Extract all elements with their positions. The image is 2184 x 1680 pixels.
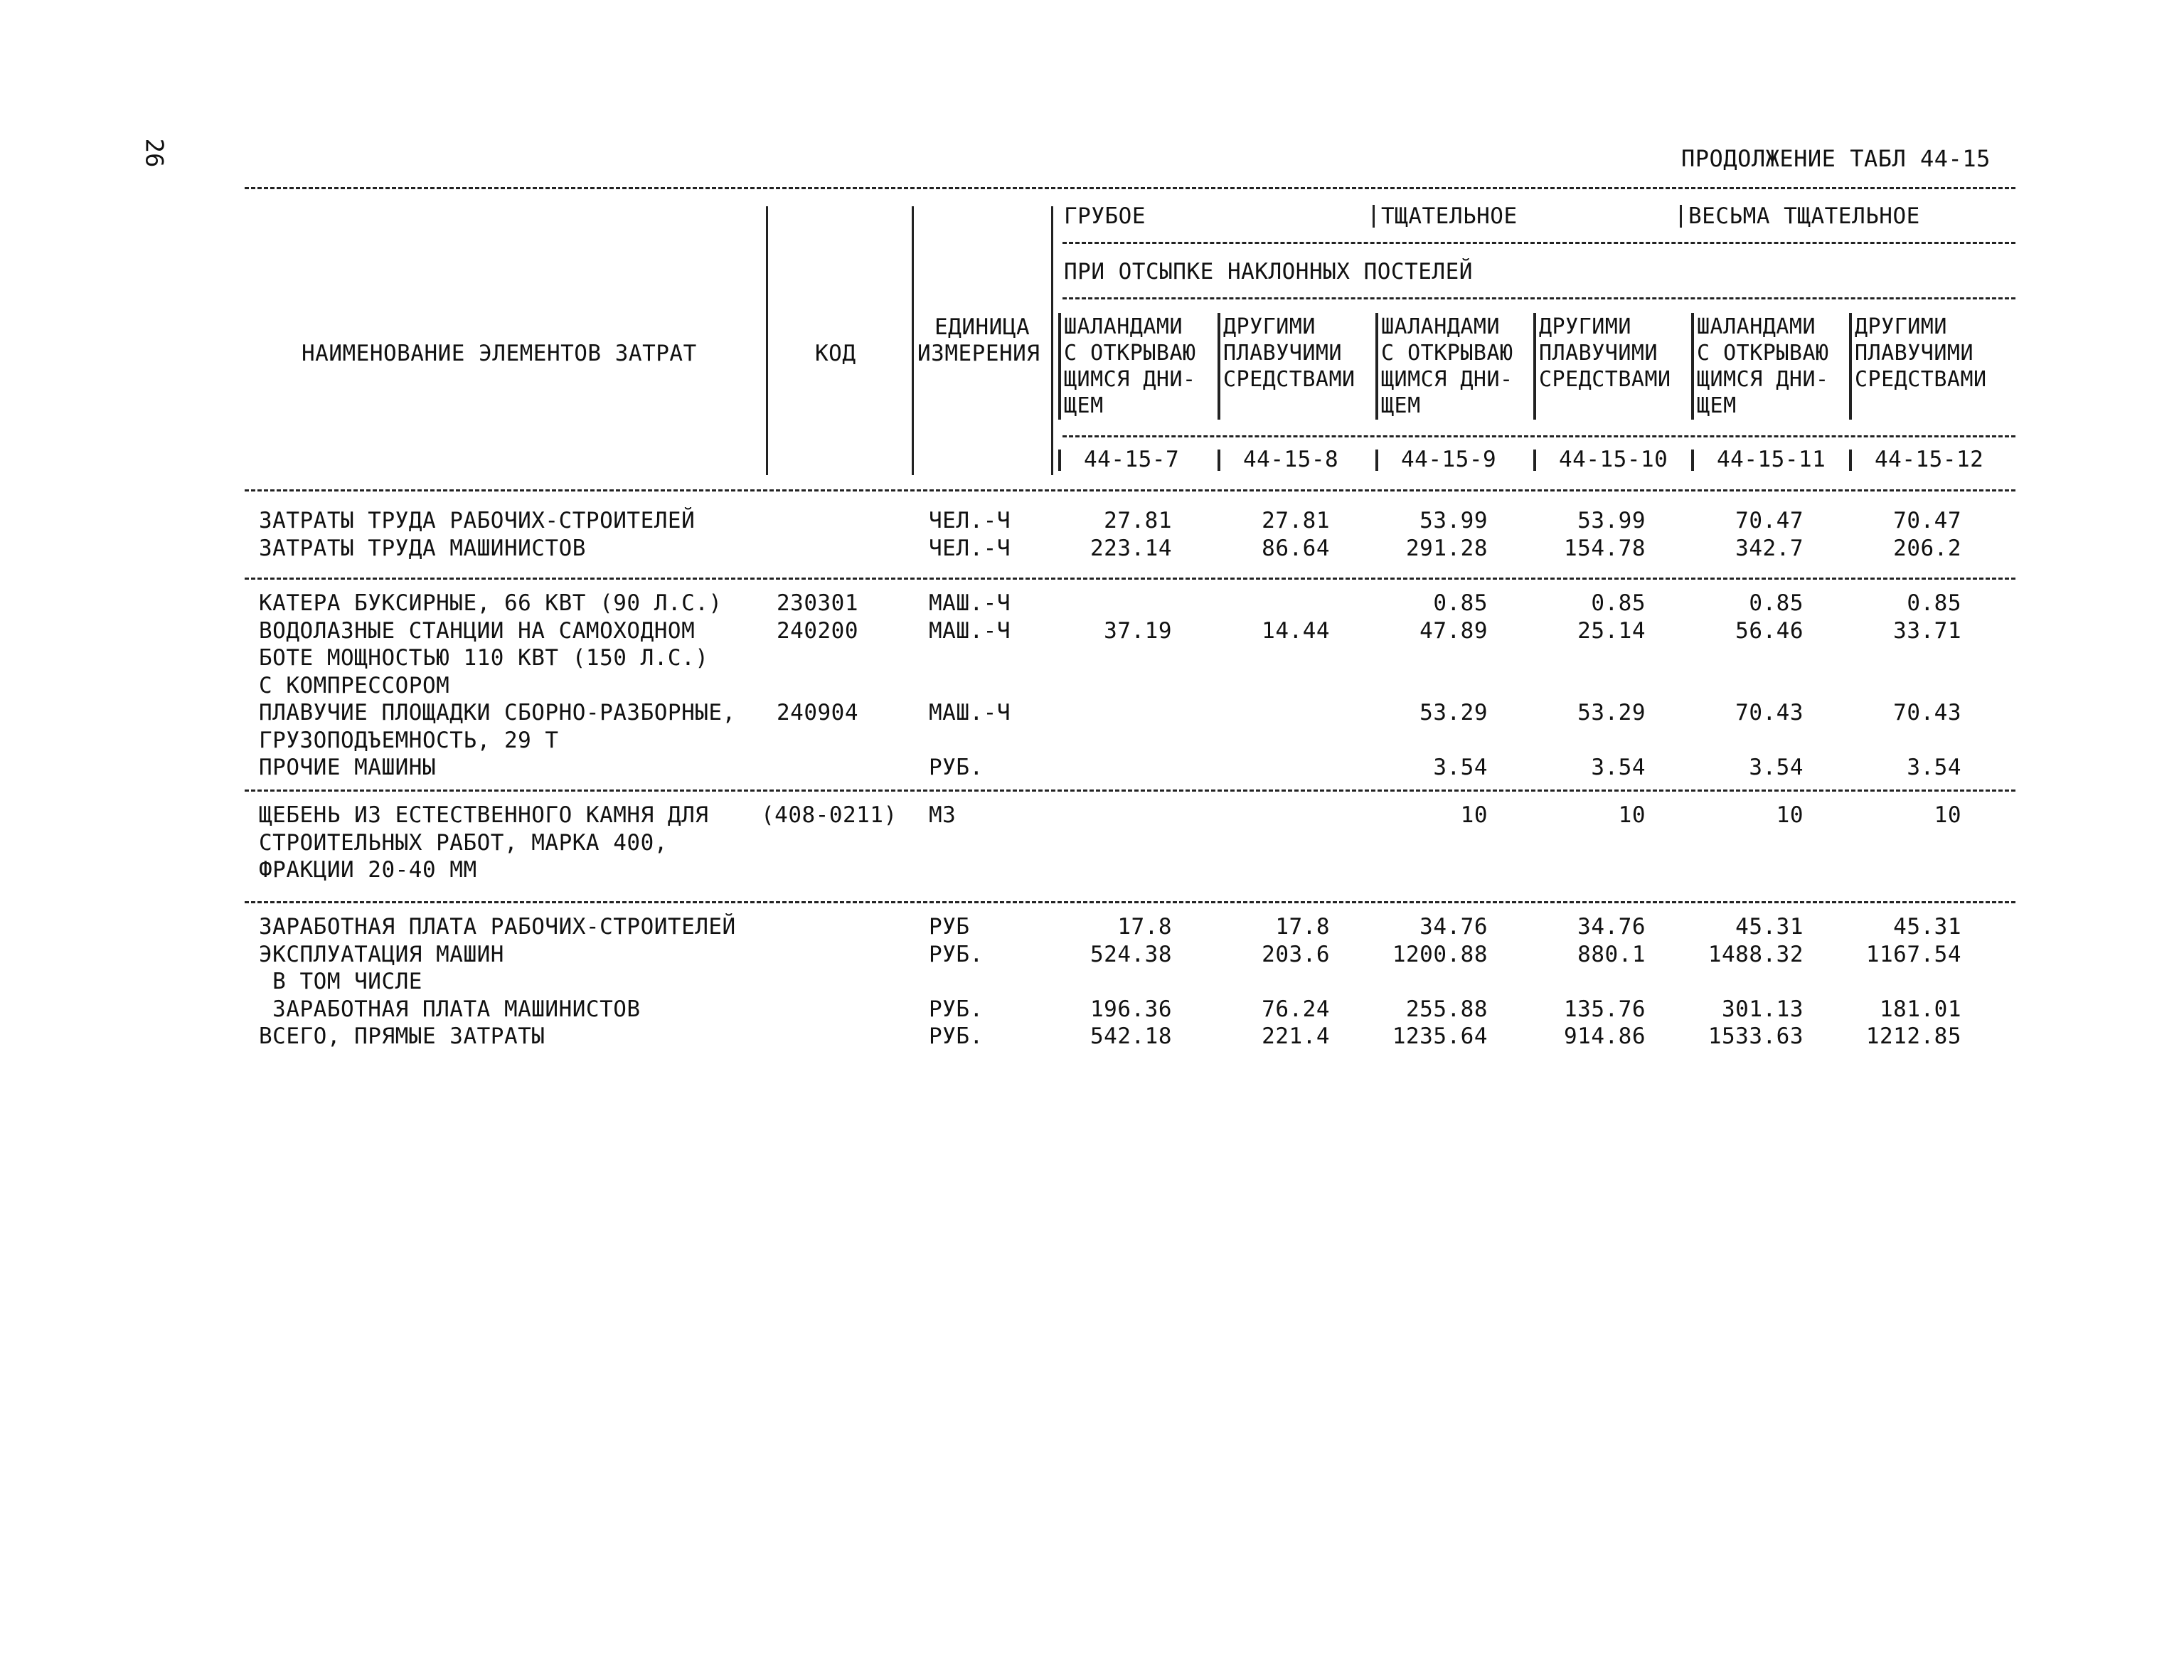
- cell-value: 70.43: [1893, 700, 1961, 725]
- cell-value: 0.85: [1591, 590, 1646, 616]
- cell-value: 70.47: [1893, 508, 1961, 533]
- subcolumn-header-barges: ШАЛАНДАМИ: [1064, 314, 1183, 339]
- cell-value: 45.31: [1893, 914, 1961, 940]
- cell-value: 33.71: [1893, 617, 1961, 644]
- cell-value: 301.13: [1722, 996, 1804, 1022]
- column-separator: [1533, 450, 1536, 471]
- cell-value: 27.81: [1262, 508, 1330, 533]
- cell-value: 53.99: [1419, 508, 1488, 533]
- subcolumn-header-barges: ЩЕМ: [1064, 393, 1104, 418]
- unit-of-measure: РУБ.: [929, 996, 984, 1022]
- subcolumn-header-barges: ЩИМСЯ ДНИ-: [1064, 367, 1196, 392]
- cost-element-name: ВСЕГО, ПРЯМЫЕ ЗАТРАТЫ: [259, 1024, 545, 1049]
- cell-value: 53.29: [1419, 700, 1488, 725]
- cell-value: 1200.88: [1392, 941, 1488, 967]
- cell-value: 203.6: [1262, 941, 1330, 967]
- unit-of-measure: ЧЕЛ.-Ч: [929, 535, 1011, 561]
- column-code: 44-15-9: [1401, 447, 1497, 472]
- cell-value: 1533.63: [1708, 1024, 1804, 1049]
- column-code: 44-15-12: [1875, 447, 1984, 472]
- group-separator: [1373, 205, 1375, 228]
- unit-of-measure: МАШ.-Ч: [929, 617, 1011, 644]
- cell-value: 1212.85: [1865, 1024, 1961, 1049]
- cell-value: 76.24: [1262, 996, 1330, 1022]
- unit-col-separator: [1051, 206, 1053, 475]
- cell-value: 45.31: [1735, 914, 1804, 940]
- unit-of-measure: РУБ: [929, 914, 970, 940]
- cost-element-name: ПРОЧИЕ МАШИНЫ: [259, 755, 437, 780]
- column-code: 44-15-8: [1243, 447, 1339, 472]
- cell-value: 56.46: [1735, 617, 1804, 644]
- unit-of-measure: РУБ.: [929, 755, 984, 780]
- cell-value: 17.8: [1275, 914, 1330, 940]
- table-caption: ПРОДОЛЖЕНИЕ ТАБЛ 44-15: [1681, 145, 1991, 172]
- cost-element-name: ВОДОЛАЗНЫЕ СТАНЦИИ НА САМОХОДНОМ: [259, 617, 696, 644]
- cell-value: 914.86: [1564, 1024, 1646, 1049]
- subcolumn-header-other-craft: ПЛАВУЧИМИ: [1855, 341, 1974, 366]
- cell-value: 47.89: [1419, 617, 1488, 644]
- subcolumn-header-barges: ЩЕМ: [1697, 393, 1737, 418]
- cell-value: 10: [1934, 802, 1961, 828]
- cell-value: 10: [1776, 802, 1804, 828]
- header-rule: [1062, 297, 2015, 299]
- cost-element-name: СТРОИТЕЛЬНЫХ РАБОТ, МАРКА 400,: [259, 829, 668, 856]
- cost-element-name: ПЛАВУЧИЕ ПЛОЩАДКИ СБОРНО-РАЗБОРНЫЕ,: [259, 700, 736, 725]
- cost-element-name: ЩЕБЕНЬ ИЗ ЕСТЕСТВЕННОГО КАМНЯ ДЛЯ: [259, 802, 709, 828]
- cell-value: 10: [1618, 802, 1646, 828]
- subcolumn-header-barges: С ОТКРЫВАЮ: [1381, 341, 1513, 366]
- subcolumn-header-barges: ЩЕМ: [1381, 393, 1421, 418]
- subcolumn-header-barges: ЩИМСЯ ДНИ-: [1381, 367, 1513, 392]
- section-rule: [245, 790, 2015, 792]
- cell-value: 3.54: [1591, 755, 1646, 780]
- subcolumn-header-other-craft: СРЕДСТВАМИ: [1539, 367, 1671, 392]
- code-column-header: КОД: [815, 341, 856, 366]
- cell-value: 135.76: [1564, 996, 1646, 1022]
- unit-of-measure: М3: [929, 802, 957, 828]
- unit-of-measure: МАШ.-Ч: [929, 590, 1011, 616]
- column-separator: [1375, 450, 1378, 471]
- resource-code: 240904: [777, 700, 858, 725]
- cell-value: 3.54: [1433, 755, 1488, 780]
- cost-element-name: ГРУЗОПОДЪЕМНОСТЬ, 29 Т: [259, 727, 559, 753]
- subcolumn-header-other-craft: ДРУГИМИ: [1539, 314, 1631, 339]
- column-separator: [1218, 313, 1220, 420]
- column-separator: [1058, 450, 1061, 471]
- subcolumn-header-other-craft: СРЕДСТВАМИ: [1223, 367, 1355, 392]
- cell-value: 34.76: [1577, 914, 1646, 940]
- cell-value: 291.28: [1406, 535, 1488, 561]
- cost-element-name: ЗАТРАТЫ ТРУДА МАШИНИСТОВ: [259, 535, 586, 561]
- cell-value: 880.1: [1577, 941, 1646, 967]
- cell-value: 70.43: [1735, 700, 1804, 725]
- cell-value: 1488.32: [1708, 941, 1804, 967]
- column-code: 44-15-7: [1084, 447, 1180, 472]
- cell-value: 1167.54: [1865, 941, 1961, 967]
- unit-of-measure: МАШ.-Ч: [929, 700, 1011, 725]
- cell-value: 70.47: [1735, 508, 1804, 533]
- cell-value: 524.38: [1090, 941, 1172, 967]
- cost-element-name: ЗАРАБОТНАЯ ПЛАТА РАБОЧИХ-СТРОИТЕЛЕЙ: [259, 914, 736, 940]
- column-separator: [1533, 313, 1536, 420]
- cell-value: 223.14: [1090, 535, 1172, 561]
- column-separator: [1375, 313, 1378, 420]
- cell-value: 25.14: [1577, 617, 1646, 644]
- subcolumn-header-barges: С ОТКРЫВАЮ: [1064, 341, 1196, 366]
- section-rule: [245, 578, 2015, 580]
- cell-value: 196.36: [1090, 996, 1172, 1022]
- cell-value: 34.76: [1419, 914, 1488, 940]
- cell-value: 1235.64: [1392, 1024, 1488, 1049]
- cell-value: 53.29: [1577, 700, 1646, 725]
- subcolumn-header-other-craft: СРЕДСТВАМИ: [1855, 367, 1987, 392]
- resource-code: 230301: [777, 590, 858, 616]
- group-header-rough: ГРУБОЕ: [1064, 203, 1146, 229]
- cell-value: 27.81: [1104, 508, 1172, 533]
- cell-value: 10: [1460, 802, 1488, 828]
- group-header-careful: ТЩАТЕЛЬНОЕ: [1381, 203, 1518, 229]
- cell-value: 14.44: [1262, 617, 1330, 644]
- cell-value: 154.78: [1564, 535, 1646, 561]
- page-number: 26: [139, 138, 169, 168]
- cost-element-name: ФРАКЦИИ 20-40 ММ: [259, 857, 477, 883]
- unit-of-measure: РУБ.: [929, 941, 984, 967]
- method-header: ПРИ ОТСЫПКЕ НАКЛОННЫХ ПОСТЕЛЕЙ: [1064, 259, 1473, 285]
- cost-element-name: БОТЕ МОЩНОСТЬЮ 110 КВТ (150 Л.С.): [259, 645, 709, 671]
- cell-value: 53.99: [1577, 508, 1646, 533]
- column-separator: [1691, 313, 1694, 420]
- cost-element-name: С КОМПРЕССОРОМ: [259, 672, 450, 698]
- subcolumn-header-other-craft: ДРУГИМИ: [1855, 314, 1947, 339]
- cell-value: 542.18: [1090, 1024, 1172, 1049]
- column-separator: [1849, 313, 1852, 420]
- header-bottom-rule: [245, 489, 2015, 491]
- group-separator: [1680, 205, 1682, 228]
- column-separator: [1058, 313, 1061, 420]
- column-separator: [1849, 450, 1852, 471]
- unit-of-measure: ЧЕЛ.-Ч: [929, 508, 1011, 533]
- cell-value: 221.4: [1262, 1024, 1330, 1049]
- cell-value: 181.01: [1880, 996, 1961, 1022]
- subcolumn-header-barges: С ОТКРЫВАЮ: [1697, 341, 1829, 366]
- header-rule: [1062, 435, 2015, 437]
- cell-value: 0.85: [1749, 590, 1804, 616]
- subcolumn-header-barges: ЩИМСЯ ДНИ-: [1697, 367, 1829, 392]
- header-rule: [1062, 242, 2015, 244]
- unit-of-measure: РУБ.: [929, 1024, 984, 1049]
- cell-value: 37.19: [1104, 617, 1172, 644]
- cost-element-name: В ТОМ ЧИСЛЕ: [259, 969, 422, 994]
- column-code: 44-15-10: [1559, 447, 1668, 472]
- subcolumn-header-other-craft: ПЛАВУЧИМИ: [1539, 341, 1658, 366]
- column-separator: [1691, 450, 1694, 471]
- cost-element-name: ЭКСПЛУАТАЦИЯ МАШИН: [259, 941, 504, 967]
- subcolumn-header-barges: ШАЛАНДАМИ: [1381, 314, 1501, 339]
- code-col-separator: [912, 206, 914, 475]
- cell-value: 0.85: [1433, 590, 1488, 616]
- subcolumn-header-barges: ШАЛАНДАМИ: [1697, 314, 1816, 339]
- name-column-header: НАИМЕНОВАНИЕ ЭЛЕМЕНТОВ ЗАТРАТ: [302, 341, 697, 366]
- cost-element-name: ЗАРАБОТНАЯ ПЛАТА МАШИНИСТОВ: [259, 996, 641, 1022]
- cell-value: 342.7: [1735, 535, 1804, 561]
- subcolumn-header-other-craft: ПЛАВУЧИМИ: [1223, 341, 1343, 366]
- cell-value: 17.8: [1117, 914, 1172, 940]
- cell-value: 3.54: [1749, 755, 1804, 780]
- cell-value: 86.64: [1262, 535, 1330, 561]
- cell-value: 3.54: [1907, 755, 1961, 780]
- resource-code: 240200: [777, 617, 858, 644]
- cost-element-name: КАТЕРА БУКСИРНЫЕ, 66 КВТ (90 Л.С.): [259, 590, 723, 616]
- section-rule: [245, 901, 2015, 903]
- unit-column-header-line-2: ИЗМЕРЕНИЯ: [917, 341, 1040, 366]
- cell-value: 206.2: [1893, 535, 1961, 561]
- column-separator: [1218, 450, 1220, 471]
- name-col-separator: [766, 206, 768, 475]
- top-rule: [245, 187, 2015, 189]
- group-header-very-careful: ВЕСЬМА ТЩАТЕЛЬНОЕ: [1688, 203, 1920, 229]
- cell-value: 255.88: [1406, 996, 1488, 1022]
- resource-code: (408-0211): [761, 802, 897, 828]
- unit-column-header-line-1: ЕДИНИЦА: [934, 314, 1030, 340]
- subcolumn-header-other-craft: ДРУГИМИ: [1223, 314, 1316, 339]
- cost-element-name: ЗАТРАТЫ ТРУДА РАБОЧИХ-СТРОИТЕЛЕЙ: [259, 508, 696, 533]
- cell-value: 0.85: [1907, 590, 1961, 616]
- column-code: 44-15-11: [1717, 447, 1826, 472]
